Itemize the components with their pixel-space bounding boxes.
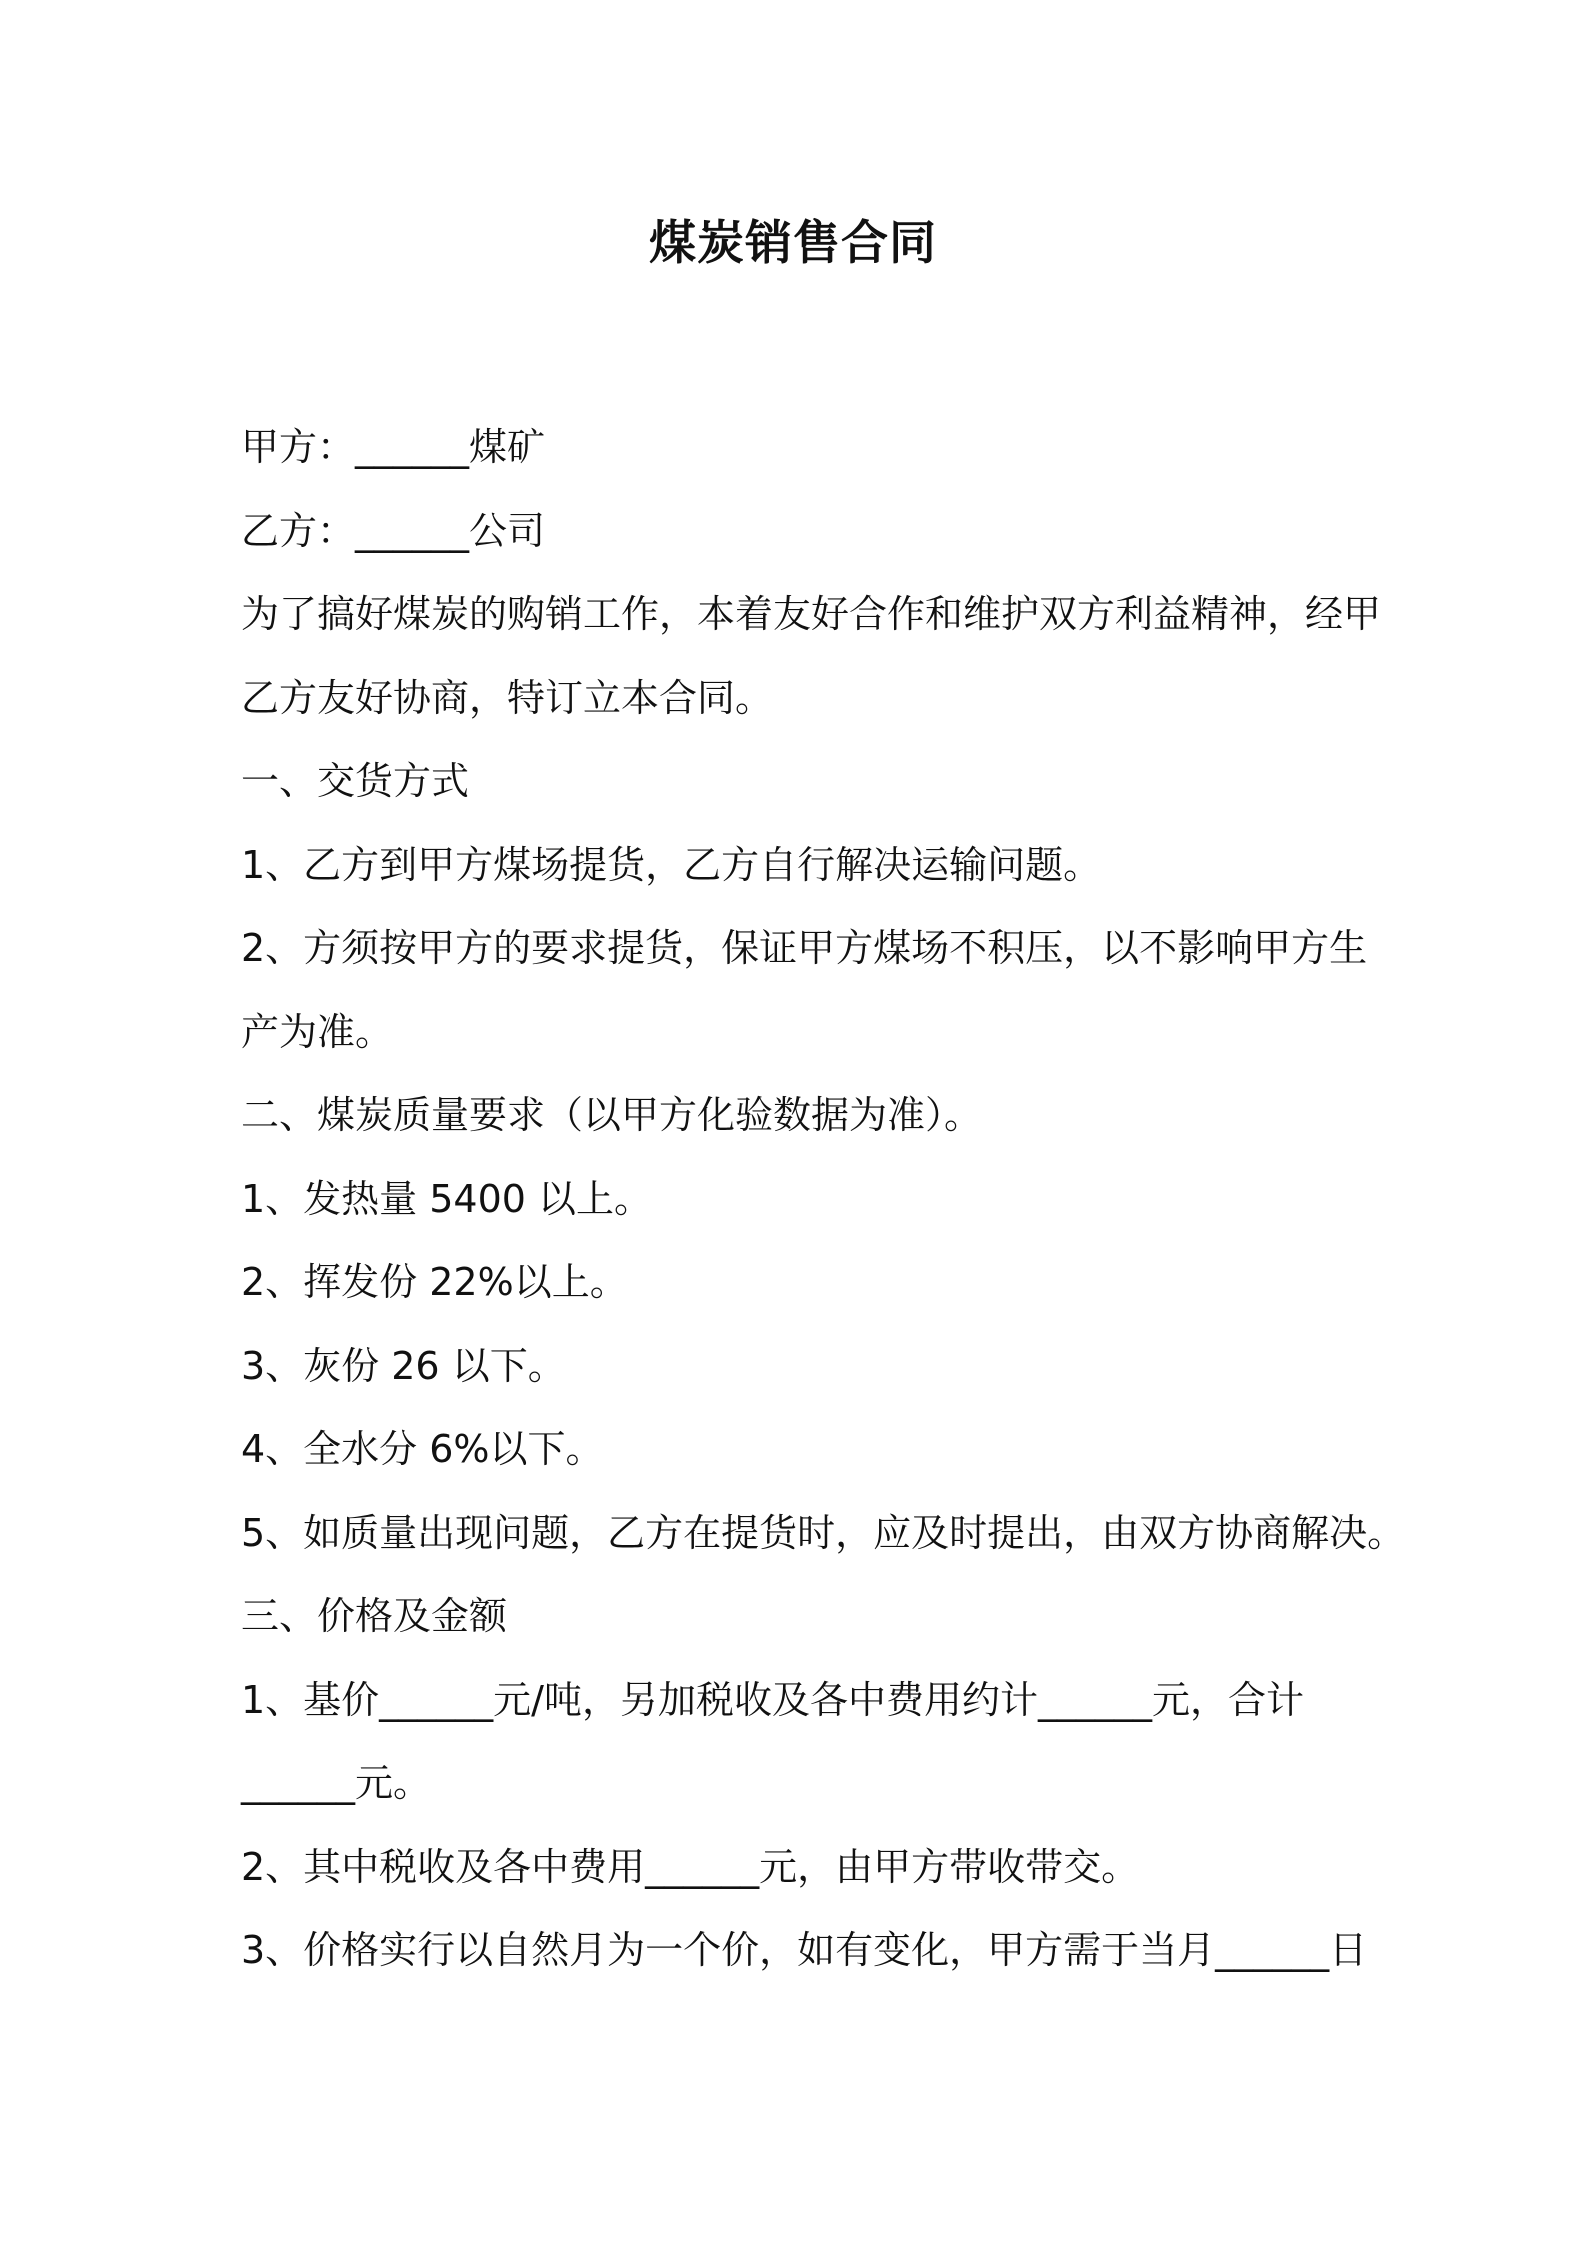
contract-body (241, 406, 1406, 1993)
clause-line: 1、发热量 5400 以上。 (241, 1176, 653, 1221)
clause-line: 4、全水分 6%以下。 (241, 1427, 604, 1471)
clause-line: 3、灰份 26 以下。 (241, 1343, 566, 1388)
section-heading: 一、交货方式 (241, 759, 470, 803)
section-heading: 二、煤炭质量要求（以甲方化验数据为准）。 (241, 1093, 983, 1137)
clause-line: 1、乙方到甲方煤场提货，乙方自行解决运输问题。 (241, 842, 1102, 887)
section-heading: 三、价格及金额 (241, 1594, 508, 1638)
party-b-line: 乙方：______公司 (241, 508, 546, 553)
clause-line: 3、价格实行以自然月为一个价，如有变化，甲方需于当月______日 (241, 1928, 1368, 1972)
clause-line: 2、挥发份 22%以上。 (241, 1260, 628, 1304)
clause-line: 1、基价______元/吨，另加税收及各中费用约计______元，合计 (241, 1677, 1304, 1722)
party-a-line: 甲方：______煤矿 (241, 425, 546, 469)
clause-line: 5、如质量出现问题，乙方在提货时，应及时提出，由双方协商解决。 (241, 1510, 1406, 1555)
clause-line: 2、方须按甲方的要求提货，保证甲方煤场不积压，以不影响甲方生 (241, 926, 1368, 970)
clause-line: 产为准。 (241, 1009, 394, 1054)
preamble-line: 为了搞好煤炭的购销工作，本着友好合作和维护双方利益精神，经甲 (241, 592, 1382, 636)
preamble-line: 乙方友好协商，特订立本合同。 (241, 675, 774, 720)
clause-line: 2、其中税收及各中费用______元，由甲方带收带交。 (241, 1844, 1140, 1889)
clause-line: ______元。 (241, 1761, 432, 1805)
document-title: 煤炭销售合同 (649, 216, 937, 271)
